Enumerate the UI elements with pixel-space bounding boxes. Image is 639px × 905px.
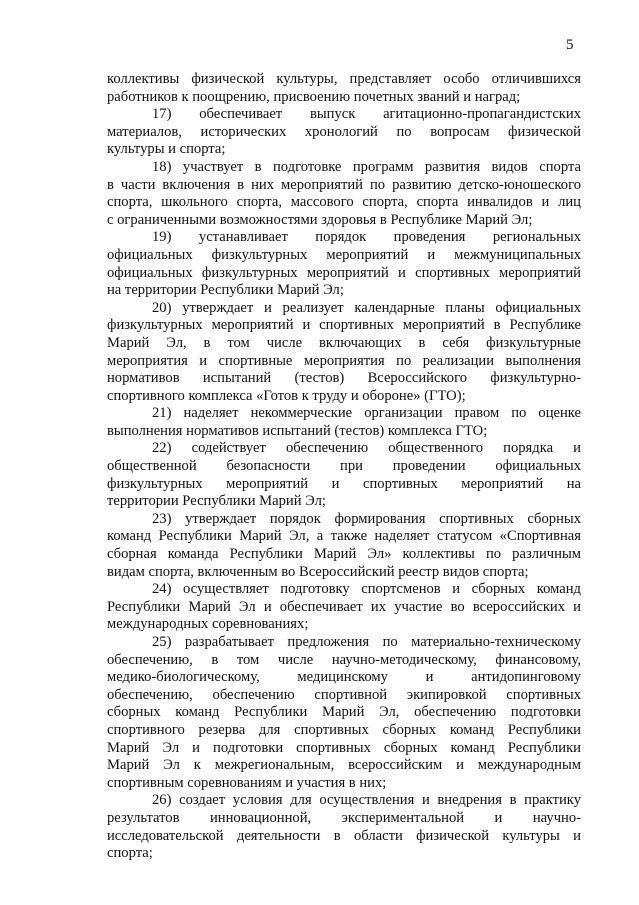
text-line: Марий Эл к межрегиональным, всероссийским и международным <box>107 757 581 774</box>
text-line: территории Республики Марий Эл; <box>107 493 326 510</box>
text-line: сборных команд Республики Марий Эл, обеспечению подготовки <box>107 704 581 721</box>
text-line: нормативов испытаний (тестов) Всероссийского физкультурно- <box>107 370 581 387</box>
text-line: видам спорта, включенным во Всероссийский реестр видов спорта; <box>107 563 529 580</box>
text-line: с ограниченными возможностями здоровья в Республике Марий Эл; <box>107 211 533 228</box>
text-line: спортивным соревнованиям и участия в них; <box>107 774 387 791</box>
text-line: 17) обеспечивает выпуск агитационно-пропагандистских <box>152 106 581 123</box>
text-line: в части включения в них мероприятий по развитию детско-юношеского <box>107 176 581 193</box>
paragraph <box>107 440 581 510</box>
paragraph <box>107 581 581 634</box>
text-line: 23) утверждает порядок формирования спортивных сборных <box>152 510 581 527</box>
paragraph <box>107 71 581 106</box>
text-line: спортивного комплекса «Готов к труду и обороне» (ГТО); <box>107 387 466 404</box>
page-number: 5 <box>566 37 574 53</box>
text-line: физкультурных мероприятий и спортивных мероприятий на <box>107 475 581 492</box>
paragraph <box>107 405 581 440</box>
paragraph <box>107 511 581 581</box>
text-line: сборная команда Республики Марий Эл» коллективы по различным <box>107 546 581 563</box>
paragraph <box>107 106 581 159</box>
text-line: команд Республики Марий Эл, а также наделяет статусом «Спортивная <box>107 528 581 545</box>
document-body <box>107 71 581 863</box>
text-line: 24) осуществляет подготовку спортсменов и сборных команд <box>152 581 581 598</box>
text-line: 18) участвует в подготовке программ развития видов спорта <box>152 158 581 175</box>
paragraph <box>107 159 581 229</box>
paragraph <box>107 300 581 406</box>
text-line: 21) наделяет некоммерческие организации правом по оценке <box>152 405 581 422</box>
text-line: Марий Эл и подготовки спортивных сборных команд Республики <box>107 739 581 756</box>
text-line: коллективы физической культуры, представляет особо отличившихся <box>107 71 581 87</box>
text-line: 25) разрабатывает предложения по материально-техническому <box>152 634 581 650</box>
text-line: Марий Эл, в том числе включающих в себя физкультурные <box>107 334 581 351</box>
text-line: медико-биологическому, медицинскому и антидопинговому <box>107 669 581 686</box>
text-line: физкультурных мероприятий и спортивных мероприятий в Республике <box>107 317 581 334</box>
text-line: официальных физкультурных мероприятий и межмуниципальных <box>107 246 581 263</box>
paragraph <box>107 634 581 792</box>
text-line: обеспечению, в том числе научно-методическому, финансовому, <box>107 651 581 668</box>
paragraph <box>107 229 581 299</box>
text-line: 20) утверждает и реализует календарные планы официальных <box>152 299 581 316</box>
text-line: 26) создает условия для осуществления и внедрения в практику <box>152 792 581 809</box>
text-line: спорта; <box>107 845 153 862</box>
text-line: выполнения нормативов испытаний (тестов) комплекса ГТО; <box>107 422 488 439</box>
text-line: 22) содействует обеспечению общественного порядка и <box>152 440 581 457</box>
text-line: международных соревнованиях; <box>107 616 309 633</box>
text-line: исследовательской деятельности в области физической культуры и <box>107 827 581 844</box>
text-line: Республики Марий Эл и обеспечивает их участие во всероссийских и <box>107 598 581 615</box>
text-line: спортивного резерва для спортивных сборных команд Республики <box>107 721 581 738</box>
text-line: обеспечению, обеспечению спортивной экипировкой спортивных <box>107 686 581 703</box>
paragraph <box>107 792 581 862</box>
text-line: результатов инновационной, экспериментальной и научно- <box>107 809 581 826</box>
text-line: материалов, исторических хронологий по вопросам физической <box>107 123 581 140</box>
text-line: официальных физкультурных мероприятий и спортивных мероприятий <box>107 264 581 281</box>
text-line: работников к поощрению, присвоению почетных званий и наград; <box>107 88 521 105</box>
text-line: спорта, школьного спорта, массового спорта, спорта инвалидов и лиц <box>107 194 581 211</box>
text-line: мероприятия и спортивные мероприятия по реализации выполнения <box>107 352 581 369</box>
text-line: 19) устанавливает порядок проведения региональных <box>152 229 581 246</box>
text-line: общественной безопасности при проведении официальных <box>107 458 581 475</box>
text-line: культуры и спорта; <box>107 141 226 158</box>
text-line: на территории Республики Марий Эл; <box>107 282 344 299</box>
